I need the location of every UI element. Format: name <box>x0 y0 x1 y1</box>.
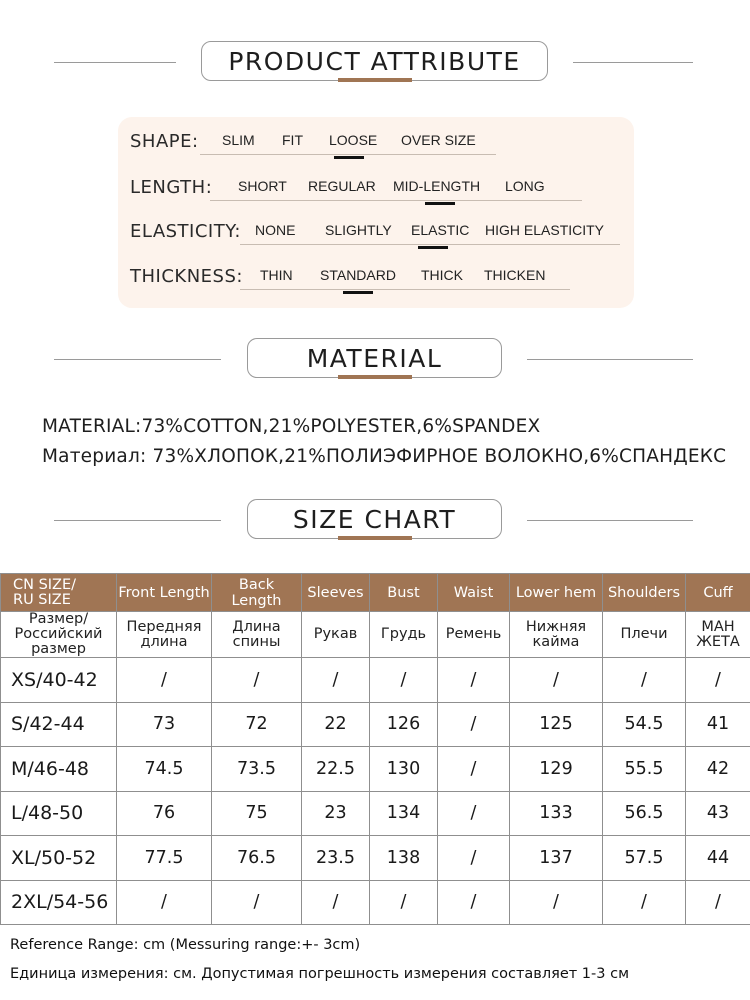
attribute-track <box>240 244 620 245</box>
table-cell: / <box>117 880 212 925</box>
material-en: MATERIAL:73%COTTON,21%POLYESTER,6%SPANDEX <box>42 416 541 437</box>
table-row <box>1 702 750 747</box>
option-mid-length: MID-LENGTH <box>393 178 481 194</box>
table-cell: 72 <box>212 702 302 747</box>
option-thin: THIN <box>260 267 293 283</box>
option-thicken: THICKEN <box>484 267 546 283</box>
column-header: Sleeves <box>302 574 370 612</box>
header-line-right <box>573 62 693 63</box>
column-header: Waist <box>438 574 510 612</box>
title-underline <box>338 536 412 540</box>
table-row <box>1 747 750 792</box>
option-fit: FIT <box>282 132 303 148</box>
table-cell: 76.5 <box>212 836 302 881</box>
material-title-pill <box>247 338 502 378</box>
attribute-card <box>118 117 634 308</box>
table-cell: 42 <box>686 747 750 792</box>
table-cell: 73 <box>117 702 212 747</box>
attribute-label: THICKNESS: <box>130 266 243 287</box>
size-chart-table <box>0 573 750 925</box>
column-header: Lower hem <box>510 574 603 612</box>
size-chart-header <box>0 499 750 543</box>
material-title: MATERIAL <box>306 343 443 373</box>
table-cell: 23.5 <box>302 836 370 881</box>
option-slightly: SLIGHTLY <box>325 222 392 238</box>
material-ru: Материал: 73%ХЛОПОК,21%ПОЛИЭФИРНОЕ ВОЛОКНО,6%СПАНДЕКС <box>42 446 727 467</box>
column-header-ru: Рукав <box>302 612 370 658</box>
table-cell: / <box>510 880 603 925</box>
size-cell: S/42-44 <box>1 702 117 747</box>
size-chart-title-pill <box>247 499 502 539</box>
option-slim: SLIM <box>222 132 255 148</box>
table-cell: / <box>370 658 438 703</box>
size-cell: XS/40-42 <box>1 658 117 703</box>
table-cell: 22 <box>302 702 370 747</box>
column-header: Cuff <box>686 574 750 612</box>
table-cell: 75 <box>212 791 302 836</box>
size-cell: L/48-50 <box>1 791 117 836</box>
column-header-ru: Грудь <box>370 612 438 658</box>
table-cell: / <box>302 880 370 925</box>
table-cell: 73.5 <box>212 747 302 792</box>
table-cell: / <box>603 880 686 925</box>
table-cell: 41 <box>686 702 750 747</box>
column-header: Shoulders <box>603 574 686 612</box>
table-cell: 54.5 <box>603 702 686 747</box>
table-cell: / <box>302 658 370 703</box>
table-cell: 137 <box>510 836 603 881</box>
material-header <box>0 338 750 382</box>
table-cell: 22.5 <box>302 747 370 792</box>
column-header: CN SIZE/ RU SIZE <box>1 574 117 612</box>
table-cell: / <box>438 791 510 836</box>
selected-marker <box>425 202 455 205</box>
table-cell: 55.5 <box>603 747 686 792</box>
column-header-ru: Передняя длина <box>117 612 212 658</box>
table-cell: 57.5 <box>603 836 686 881</box>
option-standard: STANDARD <box>320 267 396 283</box>
table-cell: 138 <box>370 836 438 881</box>
table-cell: 130 <box>370 747 438 792</box>
table-cell: 133 <box>510 791 603 836</box>
attribute-row-elasticity <box>118 219 634 249</box>
attribute-track <box>210 200 582 201</box>
selected-marker <box>343 291 373 294</box>
table-cell: / <box>603 658 686 703</box>
option-high-elasticity: HIGH ELASTICITY <box>485 222 605 238</box>
option-regular: REGULAR <box>308 178 376 194</box>
column-header: Front Length <box>117 574 212 612</box>
option-loose: LOOSE <box>329 132 378 148</box>
option-over-size: OVER SIZE <box>401 132 476 148</box>
attribute-track <box>200 154 496 155</box>
product-attribute-title: PRODUCT ATTRIBUTE <box>228 46 521 76</box>
header-row-en <box>1 574 750 612</box>
size-cell: M/46-48 <box>1 747 117 792</box>
option-short: SHORT <box>238 178 287 194</box>
table-cell: 43 <box>686 791 750 836</box>
attribute-label: ELASTICITY: <box>130 221 241 242</box>
column-header: Bust <box>370 574 438 612</box>
table-cell: 44 <box>686 836 750 881</box>
table-cell: / <box>212 658 302 703</box>
table-row <box>1 658 750 703</box>
product-attribute-header <box>0 41 750 85</box>
option-elastic: ELASTIC <box>411 222 470 238</box>
header-row-ru <box>1 612 750 658</box>
attribute-row-shape <box>118 129 634 159</box>
column-header-ru: МАН ЖЕТА <box>686 612 750 658</box>
table-cell: / <box>686 658 750 703</box>
table-cell: / <box>438 836 510 881</box>
option-none: NONE <box>255 222 296 238</box>
attribute-label: LENGTH: <box>130 177 213 198</box>
option-long: LONG <box>505 178 545 194</box>
table-cell: 23 <box>302 791 370 836</box>
size-cell: XL/50-52 <box>1 836 117 881</box>
table-cell: / <box>438 702 510 747</box>
reference-range-en: Reference Range: cm (Messuring range:+- 3cm) <box>10 937 361 953</box>
column-header-ru: Нижняя кайма <box>510 612 603 658</box>
attribute-row-thickness <box>118 264 634 294</box>
header-line-right <box>527 359 693 360</box>
attribute-label: SHAPE: <box>130 131 199 152</box>
header-line-left <box>54 62 176 63</box>
title-underline <box>338 375 412 379</box>
column-header: Back Length <box>212 574 302 612</box>
table-cell: 129 <box>510 747 603 792</box>
reference-range-ru: Единица измерения: см. Допустимая погрешность измерения составляет 1-3 см <box>10 966 630 982</box>
table-cell: / <box>438 880 510 925</box>
title-underline <box>338 78 412 82</box>
table-row <box>1 880 750 925</box>
column-header-ru: Размер/ Российский размер <box>1 612 117 658</box>
option-thick: THICK <box>421 267 463 283</box>
attribute-row-length <box>118 175 634 205</box>
header-line-left <box>54 520 221 521</box>
table-cell: / <box>370 880 438 925</box>
header-line-left <box>54 359 221 360</box>
selected-marker <box>418 246 448 249</box>
table-cell: / <box>438 747 510 792</box>
product-attribute-title-pill <box>201 41 548 81</box>
table-cell: / <box>117 658 212 703</box>
selected-marker <box>334 156 364 159</box>
column-header-ru: Плечи <box>603 612 686 658</box>
table-row <box>1 791 750 836</box>
table-cell: 134 <box>370 791 438 836</box>
table-cell: / <box>438 658 510 703</box>
table-cell: 56.5 <box>603 791 686 836</box>
table-cell: 77.5 <box>117 836 212 881</box>
header-line-right <box>527 520 693 521</box>
table-cell: / <box>686 880 750 925</box>
table-cell: / <box>510 658 603 703</box>
table-row <box>1 836 750 881</box>
table-cell: 125 <box>510 702 603 747</box>
column-header-ru: Ремень <box>438 612 510 658</box>
size-chart-title: SIZE CHART <box>292 504 457 534</box>
table-cell: 76 <box>117 791 212 836</box>
table-cell: / <box>212 880 302 925</box>
attribute-track <box>240 289 570 290</box>
size-cell: 2XL/54-56 <box>1 880 117 925</box>
table-cell: 126 <box>370 702 438 747</box>
table-cell: 74.5 <box>117 747 212 792</box>
column-header-ru: Длина спины <box>212 612 302 658</box>
